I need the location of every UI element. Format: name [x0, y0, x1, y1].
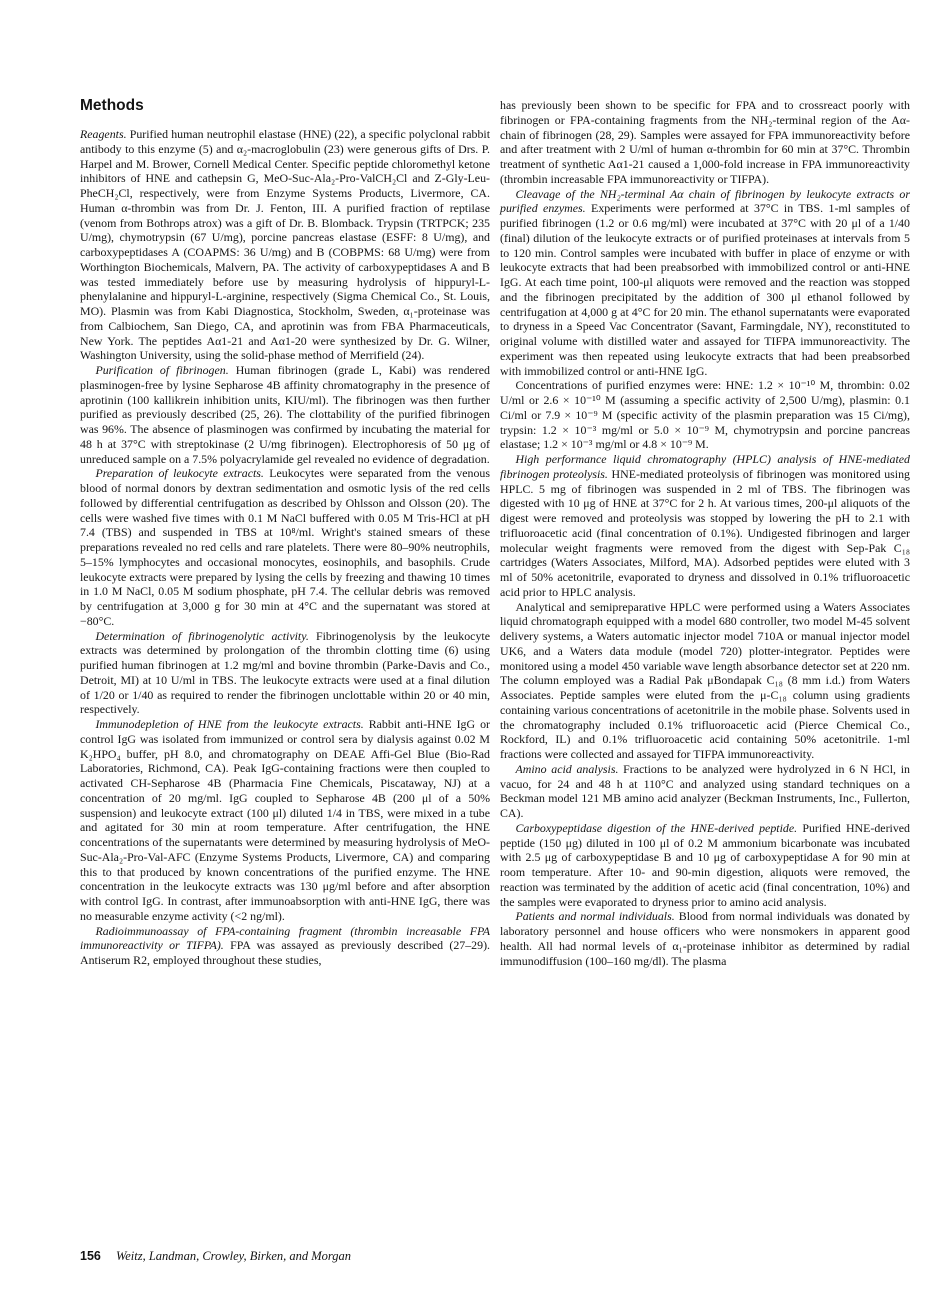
paragraph-text: Blood from normal individuals was donated by laboratory personnel and house officers who were nonsmokers in apparent good health. All had normal levels of α₁-proteinase inhibitor as determined by radial immunodiffusion (100–160 mg/dl). The plasma	[500, 909, 910, 968]
runin-heading: Purification of fibrinogen.	[95, 363, 229, 377]
right-column	[500, 98, 910, 968]
paragraph-cleavage	[500, 187, 910, 379]
runin-heading: Cleavage of the NH₂-terminal Aα chain of fibrinogen by leukocyte extracts or purified enzymes.	[500, 186, 910, 216]
paragraph-text: Experiments were performed at 37°C in TBS. 1-ml samples of purified fibrinogen (1.2 or 0.6 mg/ml) were incubated at 37°C with 20 μl of a 1/40 (final) dilution of the leukocyte extracts or of purified proteinases at intervals from 5 to 120 min. Control samples were incubated with buffer in place of enzyme or with leukocyte extracts that had been preabsorbed with immobilized control or anti-HNE IgG. At each time point, 100-μl aliquots were removed and the reaction was stopped and the fibrinogen precipitated by the addition of 300 μl ethanol followed by centrifugation at 4,000 g at 4°C for 20 min. The ethanol supernatants were evaporated to dryness in a Speed Vac Concentrator (Savant, Farmingdale, NY), reconstituted to original volume with distilled water and assayed for TIFPA immunoreactivity. The experiment was then repeated using leukocyte extracts that had been preabsorbed with immobilized control or anti-HNE IgG.	[500, 201, 911, 378]
paragraph-text: Rabbit anti-HNE IgG or control IgG was isolated from immunized or control sera by dialysis against 0.02 M K₂HPO₄ buffer, pH 8.0, and chromatography on DEAE Affi-Gel Blue (Bio-Rad Laboratories, Richmond, CA). Peak IgG-containing fractions were then coupled to activated CH-Sepharose 4B (Pharmacia Fine Chemicals, Piscataway, NJ) at a concentration of 20 mg/ml. IgG coupled to Sepharose 4B (200 μl of a 50% suspension) and leukocyte extract (100 μl) diluted 1/4 in TBS, were mixed in a tube and agitated for 30 min at room temperature. After centrifugation, the HNE concentrations of the supernatants were determined by measuring hydrolysis of MeO-Suc-Ala₂-Pro-Val-AFC (Enzyme Systems Products, Livermore, CA) and comparing this to that produced by known concentrations of the purified enzyme. The HNE concentration in the leukocyte extracts was 130 μg/ml before and after absorption with control IgG. In contrast, after immunoabsorption with anti-HNE IgG, there was no measurable enzyme activity (<2 ng/ml).	[80, 717, 490, 923]
paragraph-carboxypeptidase	[500, 821, 910, 910]
paragraph-amino-acid	[500, 762, 910, 821]
running-authors: Weitz, Landman, Crowley, Birken, and Morgan	[115, 1249, 352, 1263]
page-footer	[80, 1249, 351, 1264]
runin-heading: Patients and normal individuals.	[515, 909, 675, 924]
runin-heading: Carboxypeptidase digestion of the HNE-derived peptide.	[515, 820, 798, 835]
runin-heading: Immunodepletion of HNE from the leukocyte extracts.	[95, 717, 364, 731]
runin-heading: Reagents.	[80, 127, 127, 141]
paragraph-fibrinogenolytic	[80, 629, 490, 718]
paragraph-concentrations	[500, 378, 910, 452]
paragraph-text: Concentrations of purified enzymes were: HNE: 1.2 × 10⁻¹⁰ M, thrombin: 0.02 U/ml or 2.6 × 10⁻¹⁰ M (assuming a specific activity of 2,500 U/mg), plasmin: 0.1 Ci/ml or 7.9 × 10⁻⁹ M (specific activity of the plasmin preparation was 15 Ci/mg), trypsin: 1.2 × 10⁻³ mg/ml or 5.0 × 10⁻⁹ M, chymotrypsin and porcine pancreas elastase; 1.2 × 10⁻³ mg/ml or 4.8 × 10⁻⁹ M.	[500, 378, 910, 452]
runin-heading: High performance liquid chromatography (HPLC) analysis of HNE-mediated fibrinogen proteolysis.	[500, 452, 910, 481]
paragraph-text: Fibrinogenolysis by the leukocyte extracts was determined by prolongation of the thrombin clotting time (6) using purified human fibrinogen at 1.2 mg/ml and bovine thrombin (Parke-Davis and Co., Detroit, MI) at 10 U/ml in TBS. The leukocyte extracts were used at a final dilution of 1/20 or 1/40 as required to render the fibrinogen unclottable within 20 or 40 min, respectively.	[80, 628, 490, 717]
paragraph-hplc	[500, 452, 910, 600]
runin-heading: Preparation of leukocyte extracts.	[95, 466, 264, 481]
paragraph-continuation	[500, 98, 910, 187]
paragraph-leukocyte-extracts	[80, 466, 490, 628]
paragraph-immunodepletion	[80, 717, 490, 924]
paragraph-text: Fractions to be analyzed were hydrolyzed in 6 N HCl, in vacuo, for 24 and 48 h at 110°C and analyzed using standard techniques on a Beckman model 121 MB amino acid analyzer (Beckman Instruments, Inc., Fullerton, CA).	[500, 761, 910, 820]
paragraph-text: Purified human neutrophil elastase (HNE) (22), a specific polyclonal rabbit antibody to this enzyme (5) and α₂-macroglobulin (23) were generous gifts of Drs. P. Harpel and M. Brower, Cornell Medical Center. Specific peptide chloromethyl ketone inhibitors of HNE and cathepsin G, MeO-Suc-Ala₂-Pro-ValCH₂Cl and Z-Gly-Leu-PheCH₂Cl, respectively, were from Enzyme Systems Products, Livermore, CA. Human α-thrombin was from Dr. J. Fenton, III. A purified fraction of reptilase (venom from Bothrops atrox) was a gift of Dr. B. Blomback. Trypsin (TRTPCK; 235 U/mg), chymotrypsin (67 U/mg), porcine pancreas elastase (ESFF: 8 U/mg), and carboxypeptidases A (COAPMS: 36 U/mg) and B (COBPMS: 68 U/mg) were from Worthington Biochemicals, Malvern, PA. The activity of carboxypeptidases A and B was tested immediately before use by measuring hydrolysis of hippuryl-L-phenylalanine and hippuryl-L-arginine, respectively (Sigma Chemical Co., St. Louis, MO). Plasmin was from Kabi Diagnostica, Stockholm, Sweden, α₁-proteinase was from Calbiochem, San Diego, CA, and aprotinin was from FBA Pharmaceuticals, New York. The peptides Aα1-21 and Aα1-20 were synthesized by Dr. G. Wilner, Washington University, using the solid-phase method of Merrifield (24).	[80, 127, 490, 363]
paragraph-radioimmunoassay	[80, 924, 490, 968]
paragraph-reagents	[80, 127, 490, 363]
paragraph-text: Purified HNE-derived peptide (150 μg) diluted in 100 μl of 0.2 M ammonium bicarbonate was incubated with 2.5 μg of carboxypeptidase B and 10 μg of carboxypeptidase A for 90 min at room temperature. After 10- and 90-min digestion, aliquots were removed, the reaction was terminated by the addition of acetic acid (final concentration, 10%) and the samples were evaporated to dryness prior to amino acid analysis.	[500, 820, 910, 909]
paragraph-text: FPA was assayed as previously described (27–29). Antiserum R2, employed throughout these studies,	[80, 938, 490, 967]
runin-heading: Radioimmunoassay of FPA-containing fragment (thrombin increasable FPA immunoreactivity or TIFPA).	[80, 923, 490, 953]
paragraph-text: Human fibrinogen (grade L, Kabi) was rendered plasminogen-free by lysine Sepharose 4B affinity chromatography in the presence of aprotinin (100 kallikrein inhibition units, KIU/ml). The fibrinogen was then further purified as previously described (25, 26). The clottability of the purified fibrinogen was 96%. The absence of plasminogen was confirmed by incubating the material for 48 h at 37°C with streptokinase (2 U/mg fibrinogen). Electrophoresis of 50 μg of unreduced sample on a 7.5% polyacrylamide gel revealed no evidence of degradation.	[80, 363, 490, 466]
page-number: 156	[80, 1249, 101, 1263]
paragraph-text: Leukocytes were separated from the venous blood of normal donors by dextran sedimentation and osmotic lysis of the red cells followed by differential centrifugation as described by Ohlsson and Olsson (20). The cells were washed five times with 0.1 M NaCl buffered with 0.05 M Tris-HCl at pH 7.4 (TBS) and suspended in TBS at 10⁸/ml. Wright's stained smears of these preparations revealed no red cells and rare platelets. There were 80–90% neutrophils, 5–15% lymphocytes and occasional monocytes, eosinophils, and basophils. Crude leukocyte extracts were prepared by lysing the cells by freezing and thawing 10 times in 1.0 M NaCl, 0.05 M sodium phosphate, pH 7.4. The cellular debris was removed by centrifugation at 3,000 g for 30 min at 4°C and the supernatant was stored at −80°C.	[80, 466, 490, 628]
paragraph-patients	[500, 909, 910, 968]
paragraph-text: Analytical and semipreparative HPLC were performed using a Waters Associates liquid chromatograph equipped with a model 680 controller, two model M-45 solvent delivery systems, a Waters automatic injector model 710A or manual injector model UK6, and a Waters data module (model 720) plotter-integrator. Peptides were monitored using a model 450 variable wave length absorbance detector set at 220 nm. The column employed was a Radial Pak μBondapak C₁₈ (8 mm i.d.) from Waters Associates. Peptide samples were eluted from the μ-C₁₈ column using gradients containing various concentrations of acetonitrile in the mobile phase. Solvents used in the chromatography included 0.1% trifluoroacetic acid (Pierce Chemical Co., Rockford, IL) and 0.1% trifluoroacetic acid containing 50% acetonitrile. 1-ml fractions were collected and assayed for TIFPA immunoreactivity.	[500, 599, 910, 761]
runin-heading: Determination of fibrinogenolytic activity.	[95, 628, 309, 643]
paragraph-text: has previously been shown to be specific for FPA and to crossreact poorly with fibrinogen or FPA-containing fragments from the NH₂-terminal region of the Aα-chain of fibrinogen (28, 29). Samples were assayed for FPA immunoreactivity before and after treatment with 2 U/ml of human α-thrombin for 60 min at 37°C. Thrombin treatment of synthetic Aα1-21 caused a 1,000-fold increase in FPA immunoreactivity (thrombin increasable FPA immunoreactivity or TIFPA).	[500, 98, 910, 186]
section-title: Methods	[80, 97, 144, 114]
paragraph-purification	[80, 363, 490, 466]
paragraph-hplc-equipment	[500, 600, 910, 762]
runin-heading: Amino acid analysis.	[515, 761, 619, 776]
left-column	[80, 96, 490, 968]
paragraph-text: HNE-mediated proteolysis of fibrinogen was monitored using HPLC. 5 mg of fibrinogen was suspended in 2 ml of TBS. The fibrinogen was digested with 10 μg of HNE at 37°C for 2 h. At various times, 200-μl aliquots of the digest were removed and proteolysis was stopped by lowering the pH to 2.1 with trifluoroacetic acid (final concentration of 0.1%). Undigested fibrinogen and larger molecular weight fragments were removed from the digest with Sep-Pak C₁₈ cartridges (Waters Associates, Milford, MA). Adsorbed peptides were eluted with 3 ml of 50% acetonitrile, evaporated to dryness and dissolved in 0.1% trifluoroacetic acid prior to HPLC analysis.	[500, 466, 910, 599]
